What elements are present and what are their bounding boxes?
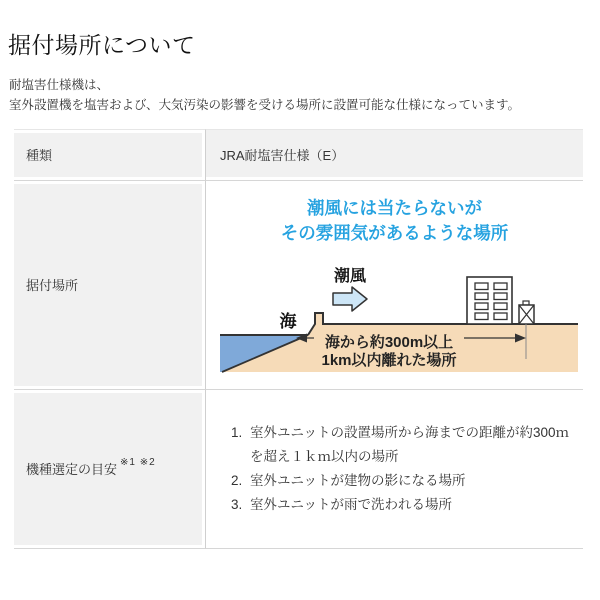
intro-line-1: 耐塩害仕様機は、 [9,78,110,92]
intro-line-2: 室外設置機を塩害および、大気汚染の影響を受ける場所に設置可能な仕様になっています。 [9,98,521,113]
criteria-item: 2. 室外ユニットが建物の影になる場所 [246,469,573,493]
seaside-diagram [220,259,580,379]
distance-text-line-2: 1km以内離れた場所 [321,351,457,369]
criteria-cell [205,390,583,549]
sea-breeze-arrow-icon [333,287,367,311]
outdoor-unit-icon [519,301,534,324]
sea-label: 海 [279,311,297,331]
location-diagram-cell [205,181,583,390]
table-row-type [14,129,583,181]
row-header-location: 据付場所 [14,181,205,390]
table-row-criteria [14,390,583,549]
type-value: JRA耐塩害仕様（E） [205,129,583,181]
criteria-footnote-marks: ※1 ※2 [120,456,156,468]
intro-text [9,75,600,116]
spec-table [14,129,583,549]
sea-breeze-label: 潮風 [333,267,367,285]
table-row-location [14,181,583,390]
building-icon [467,277,512,324]
row-header-criteria-label: 機種選定の目安 [26,462,118,477]
distance-text-line-1: 海から約300m以上 [324,333,454,351]
diagram-caption-line-1: 潮風には当たらないが [307,197,482,218]
criteria-item: 1. 室外ユニットの設置場所から海までの距離が約300ｍを超え１ｋｍ以内の場所 [246,421,573,469]
criteria-item: 3. 室外ユニットが雨で洗われる場所 [246,493,573,517]
row-header-criteria [14,390,205,549]
diagram-caption [206,196,583,246]
diagram-caption-line-2: その雰囲気があるような場所 [280,222,509,243]
page-title: 据付場所について [8,32,196,58]
criteria-list [206,421,573,517]
row-header-type: 種類 [14,129,205,181]
